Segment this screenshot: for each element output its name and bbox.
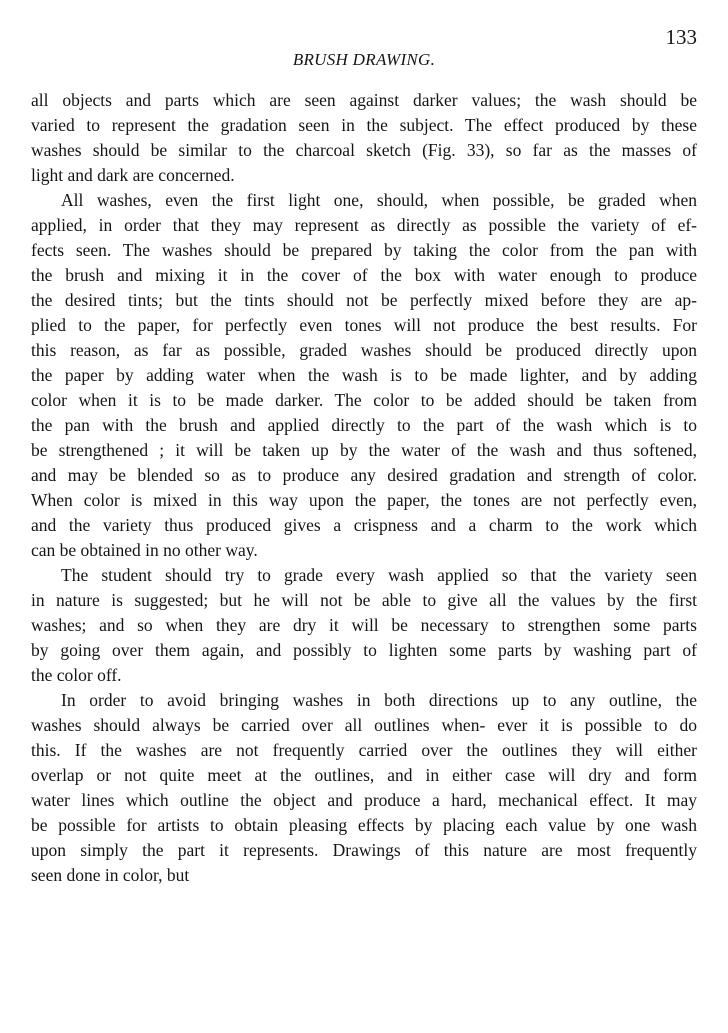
text-line: the color off. bbox=[31, 665, 122, 685]
text-line: in nature is suggested; but he will not be able to give all the values by the first bbox=[31, 590, 697, 610]
text-line: and the variety thus produced gives a crispness and a charm to the work which bbox=[31, 515, 697, 535]
text-line: the paper by adding water when the wash is to be made lighter, and by adding bbox=[31, 365, 697, 385]
text-line: water lines which outline the object and produce a hard, mechanical effect. It may bbox=[31, 790, 697, 810]
text-line: this. If the washes are not frequently carried over the outlines they will either bbox=[31, 740, 697, 760]
running-header-title: BRUSH DRAWING. bbox=[292, 50, 436, 69]
text-line: All washes, even the first light one, should, when possible, be graded when bbox=[61, 190, 697, 210]
text-line: washes should always be carried over all outlines when- ever it is possible to do bbox=[31, 715, 697, 735]
text-line: washes; and so when they are dry it will be necessary to strengthen some parts bbox=[31, 615, 697, 635]
text-line: this reason, as far as possible, graded washes should be produced directly upon bbox=[31, 340, 697, 360]
text-line: overlap or not quite meet at the outlines, and in either case will dry and form bbox=[31, 765, 697, 785]
text-line: color when it is to be made darker. The color to be added should be taken from bbox=[31, 390, 697, 410]
text-line: be possible for artists to obtain pleasing effects by placing each value by one wash bbox=[31, 815, 697, 835]
body-text bbox=[31, 88, 697, 888]
text-line: be strengthened ; it will be taken up by the water of the wash and thus softened, bbox=[31, 440, 697, 460]
text-line: The student should try to grade every wash applied so that the variety seen bbox=[61, 565, 697, 585]
text-line: can be obtained in no other way. bbox=[31, 540, 258, 560]
text-line: varied to represent the gradation seen in the subject. The effect produced by these bbox=[31, 115, 697, 135]
text-line: the desired tints; but the tints should not be perfectly mixed before they are ap- bbox=[31, 290, 697, 310]
text-line: applied, in order that they may represent as directly as possible the variety of ef- bbox=[31, 215, 697, 235]
text-line: seen done in color, but bbox=[31, 865, 190, 885]
text-line: plied to the paper, for perfectly even tones will not produce the best results. For bbox=[31, 315, 697, 335]
text-line: washes should be similar to the charcoal sketch (Fig. 33), so far as the masses of bbox=[31, 140, 697, 160]
text-line: the pan with the brush and applied directly to the part of the wash which is to bbox=[31, 415, 697, 435]
text-line: fects seen. The washes should be prepared by taking the color from the pan with bbox=[31, 240, 697, 260]
text-line: In order to avoid bringing washes in both directions up to any outline, the bbox=[61, 690, 697, 710]
text-line: light and dark are concerned. bbox=[31, 165, 235, 185]
text-line: the brush and mixing it in the cover of the box with water enough to produce bbox=[31, 265, 697, 285]
text-line: by going over them again, and possibly to lighten some parts by washing part of bbox=[31, 640, 697, 660]
text-line: upon simply the part it represents. Drawings of this nature are most frequently bbox=[31, 840, 697, 860]
page-number: 133 bbox=[665, 25, 697, 49]
text-line: When color is mixed in this way upon the paper, the tones are not perfectly even, bbox=[31, 490, 697, 510]
text-line: all objects and parts which are seen against darker values; the wash should be bbox=[31, 90, 697, 110]
text-line: and may be blended so as to produce any desired gradation and strength of color. bbox=[31, 465, 697, 485]
